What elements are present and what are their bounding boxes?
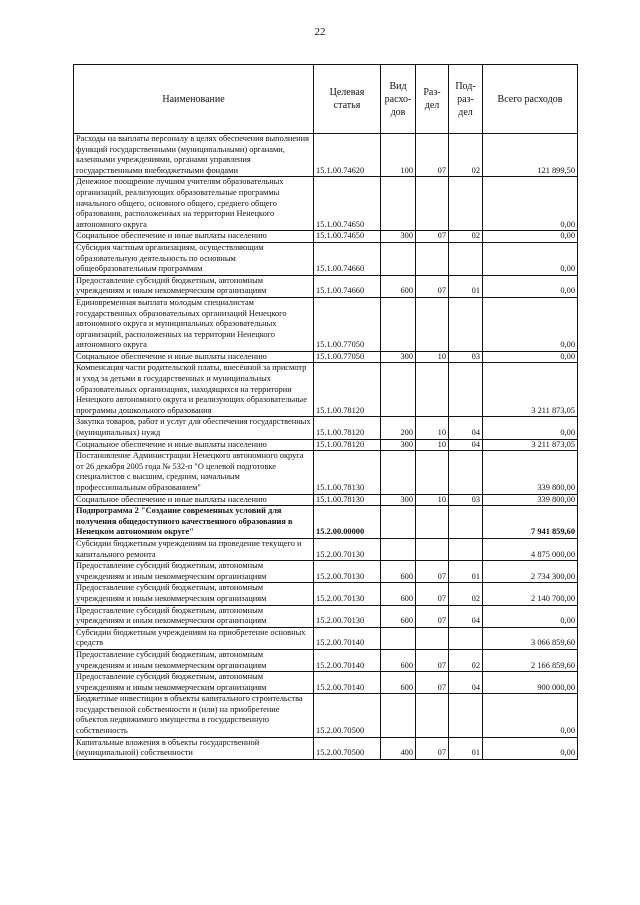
cell-subsection [449,242,483,275]
header-article: Целевая статья [314,65,381,134]
cell-subsection [449,451,483,494]
cell-section: 10 [416,417,449,439]
cell-name: Субсидии бюджетным учреждениям на проведение текущего и капитального ремонта [74,538,314,560]
cell-subsection: 01 [449,561,483,583]
cell-article: 15.2.00.70140 [314,672,381,694]
table-row [74,351,578,363]
cell-name: Постановление Администрации Ненецкого автономного округа от 26 декабря 2005 года № 532-п "О целевой подготовке специалистов с высшим, средним, начальным профессиональным образованием" [74,451,314,494]
table-row [74,561,578,583]
cell-subsection: 04 [449,605,483,627]
table-row [74,363,578,417]
cell-subsection [449,506,483,539]
cell-section: 07 [416,561,449,583]
cell-article: 15.1.00.78130 [314,451,381,494]
cell-name: Субсидия частным организациям, осуществляющим образовательную деятельность по основным общеобразовательным программам [74,242,314,275]
cell-section [416,627,449,649]
cell-section: 07 [416,134,449,177]
cell-total: 7 941 859,60 [483,506,578,539]
cell-type [381,627,416,649]
table-row [74,231,578,243]
cell-article: 15.2.00.70140 [314,627,381,649]
table-row [74,538,578,560]
cell-subsection [449,363,483,417]
cell-type [381,242,416,275]
cell-name: Социальное обеспечение и иные выплаты населению [74,231,314,243]
cell-name: Предоставление субсидий бюджетным, автономным учреждениям и иным некоммерческим организациям [74,561,314,583]
cell-type: 600 [381,649,416,671]
cell-total: 121 899,50 [483,134,578,177]
cell-total: 0,00 [483,737,578,759]
header-total: Всего расходов [483,65,578,134]
table-row [74,439,578,451]
cell-name: Предоставление субсидий бюджетным, автономным учреждениям и иным некоммерческим организациям [74,275,314,297]
cell-article: 15.1.00.78120 [314,417,381,439]
cell-name: Предоставление субсидий бюджетным, автономным учреждениям и иным некоммерческим организациям [74,672,314,694]
table-row [74,134,578,177]
cell-name: Денежное поощрение лучшим учителям образовательных организаций, реализующих образовательные программы начального общего, основного общего, среднего общего образования, расположенных на территории Ненецкого автономного округа [74,177,314,231]
cell-section [416,506,449,539]
cell-total: 0,00 [483,177,578,231]
cell-article: 15.2.00.70500 [314,737,381,759]
cell-name: Компенсация части родительской платы, внесённой за присмотр и уход за детьми в государственных и муниципальных образовательных организациях, находящихся на территории Ненецкого автономного округа и реализующих образовательные программы дошкольного образования [74,363,314,417]
table-row [74,649,578,671]
cell-total: 2 166 859,60 [483,649,578,671]
cell-name: Единовременная выплата молодым специалистам государственных образовательных организаций Ненецкого автономного округа и муниципальных образовательных организаций, расположенных на территории Ненецкого автономного округа [74,297,314,351]
table-row [74,297,578,351]
cell-section: 07 [416,605,449,627]
cell-type [381,363,416,417]
header-subsection: Под-раз-дел [449,65,483,134]
page-number: 22 [314,26,326,38]
cell-article: 15.1.00.74650 [314,231,381,243]
cell-type: 300 [381,351,416,363]
cell-type: 300 [381,439,416,451]
cell-type: 100 [381,134,416,177]
cell-section [416,297,449,351]
cell-name: Предоставление субсидий бюджетным, автономным учреждениям и иным некоммерческим организациям [74,605,314,627]
cell-type [381,177,416,231]
table-row [74,672,578,694]
budget-table [73,64,578,760]
cell-subsection: 01 [449,275,483,297]
cell-total: 0,00 [483,275,578,297]
cell-total: 2 734 300,00 [483,561,578,583]
table-row [74,694,578,737]
cell-total: 3 211 873,05 [483,439,578,451]
cell-article: 15.1.00.74620 [314,134,381,177]
cell-total: 0,00 [483,351,578,363]
cell-article: 15.2.00.70500 [314,694,381,737]
cell-name: Подпрограмма 2 "Создание современных условий для получения общедоступного качественного образования в Ненецком автономном округе" [74,506,314,539]
cell-type: 600 [381,583,416,605]
cell-article: 15.1.00.78120 [314,363,381,417]
cell-section: 07 [416,672,449,694]
cell-subsection: 02 [449,649,483,671]
cell-total: 900 000,00 [483,672,578,694]
cell-total: 0,00 [483,605,578,627]
cell-subsection: 02 [449,134,483,177]
cell-total: 0,00 [483,417,578,439]
cell-article: 15.1.00.78120 [314,439,381,451]
cell-section: 07 [416,737,449,759]
cell-total: 3 066 859,60 [483,627,578,649]
cell-total: 2 140 700,00 [483,583,578,605]
header-type: Вид расхо-дов [381,65,416,134]
cell-name: Социальное обеспечение и иные выплаты населению [74,351,314,363]
cell-type: 600 [381,672,416,694]
cell-name: Социальное обеспечение и иные выплаты населению [74,439,314,451]
table-row [74,417,578,439]
cell-name: Предоставление субсидий бюджетным, автономным учреждениям и иным некоммерческим организациям [74,649,314,671]
cell-article: 15.1.00.74660 [314,275,381,297]
cell-subsection: 04 [449,417,483,439]
cell-type [381,694,416,737]
cell-type: 300 [381,494,416,506]
cell-section: 07 [416,275,449,297]
cell-name: Бюджетные инвестиции в объекты капитального строительства государственной собственности и (или) на приобретение объектов недвижимого имущества в государственную собственность [74,694,314,737]
cell-section [416,694,449,737]
cell-subsection: 01 [449,737,483,759]
cell-article: 15.1.00.74650 [314,177,381,231]
table-row [74,494,578,506]
cell-subsection: 04 [449,672,483,694]
cell-total: 339 800,00 [483,451,578,494]
table-row [74,451,578,494]
cell-section: 07 [416,649,449,671]
cell-type [381,506,416,539]
cell-section: 10 [416,439,449,451]
cell-section: 07 [416,231,449,243]
cell-article: 15.2.00.70130 [314,583,381,605]
header-section: Раз-дел [416,65,449,134]
cell-subsection: 02 [449,583,483,605]
cell-name: Социальное обеспечение и иные выплаты населению [74,494,314,506]
cell-article: 15.2.00.00000 [314,506,381,539]
cell-article: 15.2.00.70130 [314,538,381,560]
cell-article: 15.1.00.78130 [314,494,381,506]
cell-type: 600 [381,605,416,627]
cell-article: 15.1.00.77050 [314,351,381,363]
cell-type: 400 [381,737,416,759]
cell-name: Закупка товаров, работ и услуг для обеспечения государственных (муниципальных) нужд [74,417,314,439]
cell-article: 15.2.00.70130 [314,561,381,583]
table-row [74,583,578,605]
cell-subsection [449,297,483,351]
header-name: Наименование [74,65,314,134]
cell-section [416,363,449,417]
cell-name: Предоставление субсидий бюджетным, автономным учреждениям и иным некоммерческим организациям [74,583,314,605]
cell-total: 0,00 [483,242,578,275]
table-row [74,242,578,275]
cell-subsection: 03 [449,494,483,506]
cell-total: 4 875 000,00 [483,538,578,560]
cell-subsection [449,177,483,231]
cell-article: 15.2.00.70140 [314,649,381,671]
table-header-row [74,65,578,134]
table-row [74,275,578,297]
table-row [74,506,578,539]
cell-subsection [449,694,483,737]
cell-type [381,451,416,494]
cell-section: 10 [416,494,449,506]
table-row [74,177,578,231]
cell-section [416,242,449,275]
cell-section: 07 [416,583,449,605]
cell-section [416,451,449,494]
cell-subsection [449,538,483,560]
cell-total: 0,00 [483,231,578,243]
cell-type: 300 [381,231,416,243]
cell-section [416,538,449,560]
cell-subsection: 02 [449,231,483,243]
cell-name: Расходы на выплаты персоналу в целях обеспечения выполнения функций государственными (муниципальными) органами, казенными учреждениями, органами управления государственными внебюджетными фондами [74,134,314,177]
cell-subsection: 04 [449,439,483,451]
cell-name: Капитальные вложения в объекты государственной (муниципальной) собственности [74,737,314,759]
cell-article: 15.1.00.77050 [314,297,381,351]
cell-type: 600 [381,561,416,583]
cell-section [416,177,449,231]
cell-section: 10 [416,351,449,363]
cell-subsection [449,627,483,649]
table-row [74,627,578,649]
cell-name: Субсидии бюджетным учреждениям на приобретение основных средств [74,627,314,649]
cell-article: 15.1.00.74660 [314,242,381,275]
table-row [74,737,578,759]
cell-article: 15.2.00.70130 [314,605,381,627]
cell-total: 0,00 [483,694,578,737]
cell-type [381,538,416,560]
table-row [74,605,578,627]
cell-type: 600 [381,275,416,297]
cell-total: 339 800,00 [483,494,578,506]
cell-total: 0,00 [483,297,578,351]
cell-type [381,297,416,351]
cell-type: 200 [381,417,416,439]
cell-subsection: 03 [449,351,483,363]
cell-total: 3 211 873,05 [483,363,578,417]
